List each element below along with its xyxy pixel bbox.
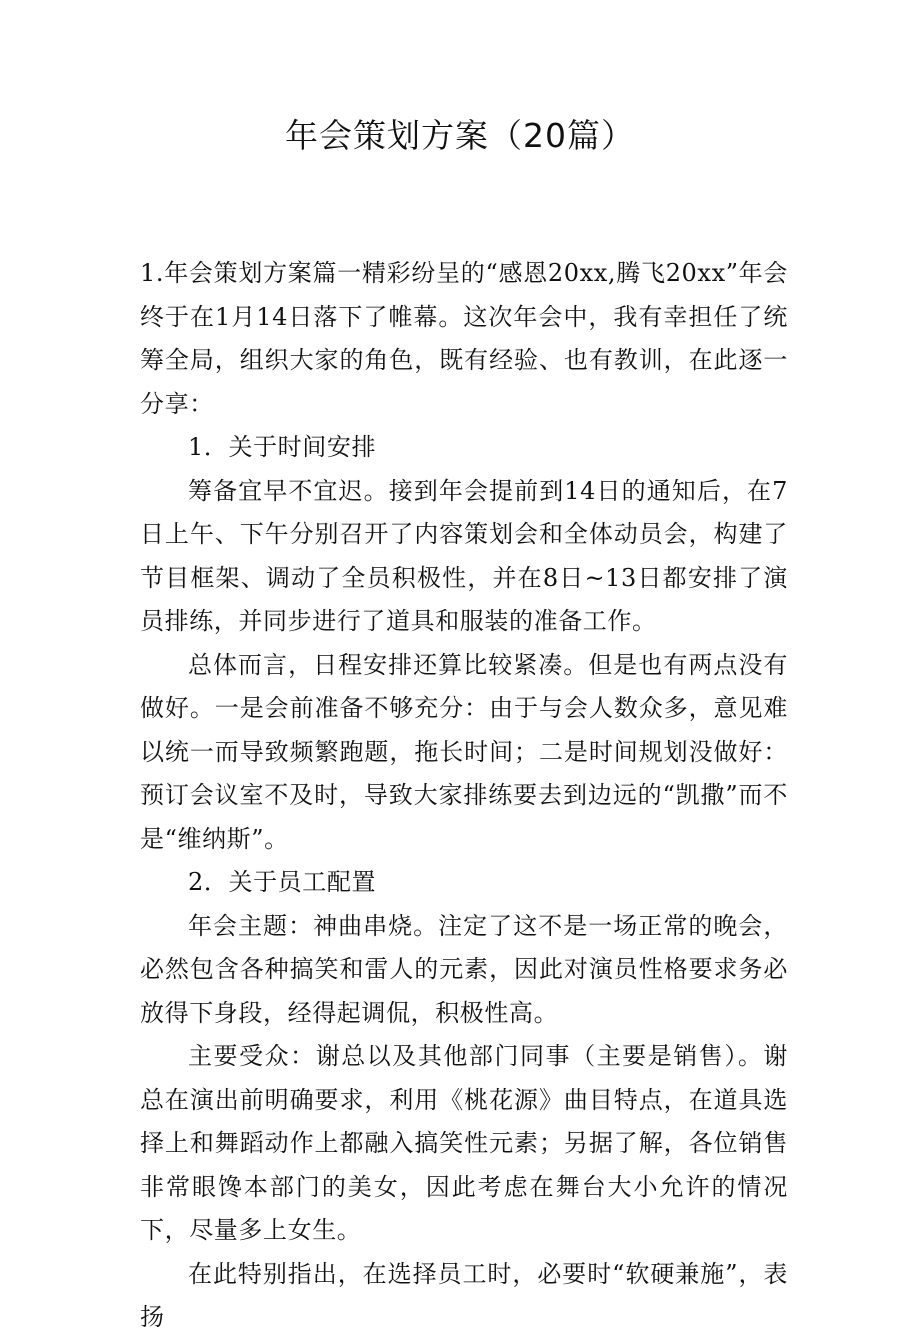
- document-body: [140, 252, 788, 1340]
- paragraph-audience: 主要受众：谢总以及其他部门同事（主要是销售）。谢总在演出前明确要求，利用《桃花源》曲目特点，在道具选择上和舞蹈动作上都融入搞笑性元素；另据了解，各位销售非常眼馋本部门的美女，因此考虑在舞台大小允许的情况下，尽量多上女生。: [140, 1042, 788, 1244]
- paragraph-selection-note: 在此特别指出，在选择员工时，必要时“软硬兼施”，表扬: [140, 1259, 788, 1331]
- section-heading-time: 1．关于时间安排: [188, 433, 377, 461]
- section-heading-staff: 2．关于员工配置: [188, 868, 377, 896]
- paragraph-theme: 年会主题：神曲串烧。注定了这不是一场正常的晚会，必然包含各种搞笑和雷人的元素，因此对演员性格要求务必放得下身段，经得起调侃，积极性高。: [140, 911, 788, 1027]
- paragraph-preparation: 筹备宜早不宜迟。接到年会提前到14日的通知后，在7日上午、下午分别召开了内容策划会和全体动员会，构建了节目框架、调动了全员积极性，并在8日~13日都安排了演员排练，并同步进行了道具和服装的准备工作。: [140, 476, 788, 635]
- paragraph-intro: 1.年会策划方案篇一精彩纷呈的“感恩20xx,腾飞20xx”年会终于在1月14日落下了帷幕。这次年会中，我有幸担任了统筹全局，组织大家的角色，既有经验、也有教训，在此逐一分享：: [140, 259, 788, 418]
- paragraph-schedule-summary: 总体而言，日程安排还算比较紧凑。但是也有两点没有做好。一是会前准备不够充分：由于与会人数众多，意见难以统一而导致频繁跑题，拖长时间；二是时间规划没做好：预订会议室不及时，导致大家排练要去到边远的“凯撒”而不是“维纳斯”。: [140, 650, 788, 853]
- document-title: 年会策划方案（20篇）: [285, 116, 635, 155]
